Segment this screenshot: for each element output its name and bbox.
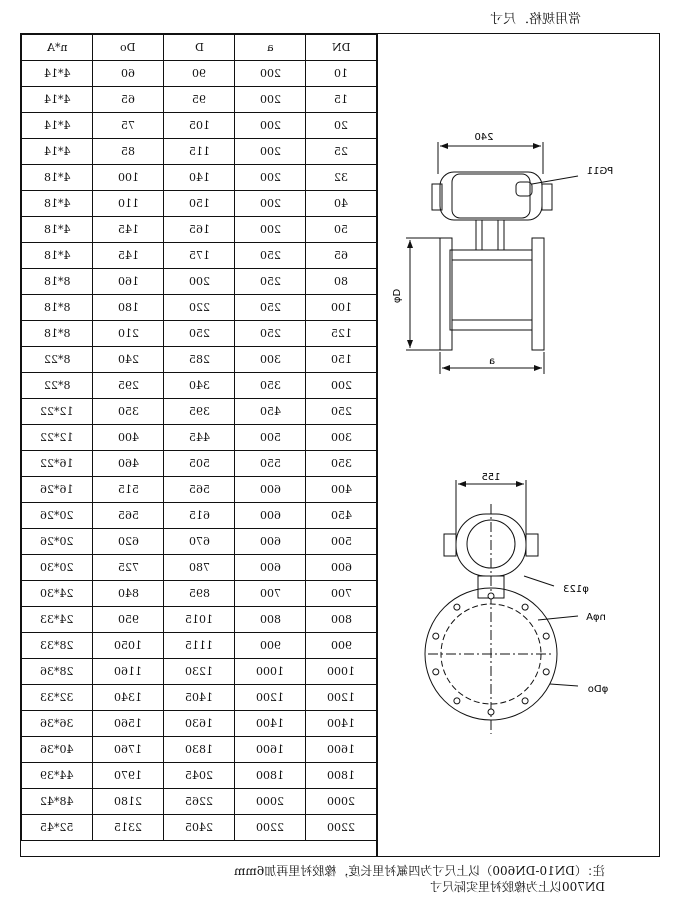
table-row <box>22 633 377 659</box>
table-cell: 125 <box>306 321 377 347</box>
table-cell: 4*14 <box>22 113 93 139</box>
table-cell: 565 <box>164 477 235 503</box>
table-cell: 340 <box>164 373 235 399</box>
table-cell: 1400 <box>235 711 306 737</box>
table-cell: 115 <box>164 139 235 165</box>
table-row <box>22 711 377 737</box>
table-cell: 800 <box>235 607 306 633</box>
table-cell: 250 <box>235 243 306 269</box>
table-cell: 110 <box>93 191 164 217</box>
bolt-hole <box>522 604 528 610</box>
table-cell: 24*33 <box>22 607 93 633</box>
table-cell: 840 <box>93 581 164 607</box>
table-cell: 300 <box>306 425 377 451</box>
table-cell: 200 <box>235 165 306 191</box>
table-cell: 250 <box>235 269 306 295</box>
table-cell: 350 <box>306 451 377 477</box>
bolt-hole <box>454 604 460 610</box>
label-phi123: φ123 <box>563 584 589 595</box>
flange-right <box>532 238 544 350</box>
table-cell: 1760 <box>93 737 164 763</box>
table-cell: 145 <box>93 243 164 269</box>
label-pg11: PG11 <box>586 166 614 177</box>
table-cell: 565 <box>93 503 164 529</box>
table-cell: 1405 <box>164 685 235 711</box>
table-body <box>22 61 377 841</box>
table-cell: 65 <box>306 243 377 269</box>
table-cell: 25 <box>306 139 377 165</box>
bolt-hole <box>522 698 528 704</box>
table-cell: 395 <box>164 399 235 425</box>
table-cell: 40*36 <box>22 737 93 763</box>
table-cell: 2200 <box>306 815 377 841</box>
table-cell: 65 <box>93 87 164 113</box>
table-cell: 2000 <box>235 789 306 815</box>
front-lug-right <box>526 534 538 556</box>
table-row <box>22 347 377 373</box>
table-cell: 180 <box>93 295 164 321</box>
table-cell: 50 <box>306 217 377 243</box>
table-cell: 140 <box>164 165 235 191</box>
header-d: D <box>164 35 235 61</box>
table-cell: 8*18 <box>22 295 93 321</box>
table-cell: 600 <box>235 529 306 555</box>
table-cell: 2405 <box>164 815 235 841</box>
table-cell: 1200 <box>306 685 377 711</box>
table-cell: 12*22 <box>22 399 93 425</box>
table-cell: 600 <box>306 555 377 581</box>
table-cell: 2265 <box>164 789 235 815</box>
label-phi-d: φD <box>392 288 403 304</box>
table-row <box>22 763 377 789</box>
table-cell: 4*14 <box>22 61 93 87</box>
table-cell: 28*33 <box>22 633 93 659</box>
table-cell: 2045 <box>164 763 235 789</box>
table-cell: 20*26 <box>22 503 93 529</box>
table-cell: 105 <box>164 113 235 139</box>
table-cell: 350 <box>235 373 306 399</box>
table-row <box>22 243 377 269</box>
table-row <box>22 373 377 399</box>
table-cell: 900 <box>235 633 306 659</box>
table-cell: 1800 <box>235 763 306 789</box>
table-cell: 20 <box>306 113 377 139</box>
table-cell: 670 <box>164 529 235 555</box>
table-cell: 160 <box>93 269 164 295</box>
table-row <box>22 87 377 113</box>
table-cell: 200 <box>235 87 306 113</box>
table-row <box>22 529 377 555</box>
bolt-hole <box>454 698 460 704</box>
label-a: a <box>488 356 496 367</box>
note-line-1: 注：（DN10-DN600）以上尺寸为四氟衬里长度，橡胶衬里再加6mm <box>234 864 605 878</box>
bolt-hole <box>488 709 494 715</box>
table-cell: 1600 <box>306 737 377 763</box>
table-cell: 300 <box>235 347 306 373</box>
table-cell: 295 <box>93 373 164 399</box>
table-cell: 85 <box>93 139 164 165</box>
table-cell: 220 <box>164 295 235 321</box>
header-a: a <box>235 35 306 61</box>
table-row <box>22 139 377 165</box>
table-cell: 895 <box>164 581 235 607</box>
table-cell: 1160 <box>93 659 164 685</box>
table-cell: 285 <box>164 347 235 373</box>
table-cell: 400 <box>306 477 377 503</box>
table-cell: 145 <box>93 217 164 243</box>
table-cell: 1830 <box>164 737 235 763</box>
table-cell: 1970 <box>93 763 164 789</box>
bolt-hole <box>488 593 494 599</box>
table-cell: 725 <box>93 555 164 581</box>
table-cell: 48*42 <box>22 789 93 815</box>
table-cell: 28*36 <box>22 659 93 685</box>
table-cell: 2000 <box>306 789 377 815</box>
table-row <box>22 737 377 763</box>
table-cell: 4*18 <box>22 191 93 217</box>
table-cell: 24*30 <box>22 581 93 607</box>
table-row <box>22 659 377 685</box>
table-row <box>22 503 377 529</box>
table-cell: 950 <box>93 607 164 633</box>
header-dn: DN <box>306 35 377 61</box>
table-cell: 150 <box>306 347 377 373</box>
table-row <box>22 607 377 633</box>
table-cell: 200 <box>306 373 377 399</box>
table-cell: 4*18 <box>22 217 93 243</box>
table-row <box>22 555 377 581</box>
table-cell: 200 <box>235 217 306 243</box>
dimension-drawing <box>376 34 662 856</box>
table-cell: 210 <box>93 321 164 347</box>
label-155: 155 <box>481 472 501 483</box>
table-row <box>22 451 377 477</box>
table-cell: 1115 <box>164 633 235 659</box>
table-cell: 80 <box>306 269 377 295</box>
table-row <box>22 581 377 607</box>
table-cell: 16*26 <box>22 477 93 503</box>
table-cell: 450 <box>306 503 377 529</box>
bolt-hole <box>543 633 549 639</box>
table-cell: 1800 <box>306 763 377 789</box>
table-row <box>22 399 377 425</box>
label-phi-do: φDo <box>587 684 609 695</box>
note-line-2: DN700以上为橡胶衬里实际尺寸 <box>429 880 605 894</box>
table-cell: 2180 <box>93 789 164 815</box>
table-row <box>22 425 377 451</box>
table-cell: 1200 <box>235 685 306 711</box>
sensor-neck <box>476 220 504 250</box>
bolt-hole <box>433 669 439 675</box>
table-cell: 44*39 <box>22 763 93 789</box>
table-cell: 200 <box>235 61 306 87</box>
table-cell: 600 <box>235 555 306 581</box>
table-cell: 1560 <box>93 711 164 737</box>
label-240: 240 <box>474 132 494 143</box>
table-cell: 32 <box>306 165 377 191</box>
table-row <box>22 789 377 815</box>
table-cell: 8*22 <box>22 373 93 399</box>
page-title <box>490 8 581 27</box>
table-cell: 200 <box>164 269 235 295</box>
spec-frame <box>20 33 660 857</box>
table-cell: 505 <box>164 451 235 477</box>
table-cell: 100 <box>306 295 377 321</box>
table-cell: 8*18 <box>22 269 93 295</box>
table-cell: 1050 <box>93 633 164 659</box>
table-header-row <box>22 35 377 61</box>
front-lug-left <box>444 534 456 556</box>
table-cell: 1630 <box>164 711 235 737</box>
table-cell: 4*14 <box>22 139 93 165</box>
table-row <box>22 477 377 503</box>
table-cell: 8*18 <box>22 321 93 347</box>
table-cell: 460 <box>93 451 164 477</box>
table-cell: 550 <box>235 451 306 477</box>
table-cell: 1000 <box>306 659 377 685</box>
table-cell: 15 <box>306 87 377 113</box>
table-cell: 500 <box>235 425 306 451</box>
table-cell: 2315 <box>93 815 164 841</box>
table-row <box>22 217 377 243</box>
sensor-body <box>450 250 532 330</box>
table-cell: 4*14 <box>22 87 93 113</box>
table-cell: 95 <box>164 87 235 113</box>
table-row <box>22 113 377 139</box>
table-row <box>22 165 377 191</box>
phi-do-leader <box>550 684 578 686</box>
table-row <box>22 191 377 217</box>
table-cell: 800 <box>306 607 377 633</box>
table-cell: 175 <box>164 243 235 269</box>
table-cell: 1230 <box>164 659 235 685</box>
table-cell: 620 <box>93 529 164 555</box>
table-row <box>22 61 377 87</box>
table-cell: 615 <box>164 503 235 529</box>
table-cell: 32*33 <box>22 685 93 711</box>
table-cell: 600 <box>235 503 306 529</box>
table-cell: 900 <box>306 633 377 659</box>
table-cell: 150 <box>164 191 235 217</box>
footnote <box>125 863 605 895</box>
table-cell: 165 <box>164 217 235 243</box>
table-cell: 780 <box>164 555 235 581</box>
table-cell: 8*22 <box>22 347 93 373</box>
table-row <box>22 295 377 321</box>
table-cell: 1000 <box>235 659 306 685</box>
table-cell: 10 <box>306 61 377 87</box>
table-cell: 250 <box>235 295 306 321</box>
table-row <box>22 815 377 841</box>
converter-lug-right <box>542 184 552 210</box>
table-cell: 1600 <box>235 737 306 763</box>
table-row <box>22 269 377 295</box>
na-leader <box>538 616 578 620</box>
table-cell: 20*30 <box>22 555 93 581</box>
table-cell: 60 <box>93 61 164 87</box>
bolt-hole <box>433 633 439 639</box>
table-cell: 200 <box>235 113 306 139</box>
table-cell: 36*36 <box>22 711 93 737</box>
table-cell: 52*45 <box>22 815 93 841</box>
label-na: nφA <box>586 612 606 623</box>
table-cell: 2200 <box>235 815 306 841</box>
table-cell: 40 <box>306 191 377 217</box>
table-cell: 200 <box>235 191 306 217</box>
table-row <box>22 685 377 711</box>
table-cell: 250 <box>306 399 377 425</box>
table-cell: 1340 <box>93 685 164 711</box>
table-cell: 600 <box>235 477 306 503</box>
table-cell: 1015 <box>164 607 235 633</box>
table-row <box>22 321 377 347</box>
spec-table <box>21 34 377 841</box>
table-cell: 12*22 <box>22 425 93 451</box>
table-cell: 90 <box>164 61 235 87</box>
table-cell: 445 <box>164 425 235 451</box>
header-na: n*A <box>22 35 93 61</box>
table-cell: 450 <box>235 399 306 425</box>
table-cell: 4*18 <box>22 243 93 269</box>
table-cell: 75 <box>93 113 164 139</box>
table-cell: 500 <box>306 529 377 555</box>
table-cell: 515 <box>93 477 164 503</box>
table-cell: 250 <box>164 321 235 347</box>
table-cell: 20*26 <box>22 529 93 555</box>
table-cell: 16*22 <box>22 451 93 477</box>
table-cell: 100 <box>93 165 164 191</box>
table-cell: 700 <box>306 581 377 607</box>
table-cell: 4*18 <box>22 165 93 191</box>
drawing-svg <box>378 34 662 856</box>
bolt-hole <box>543 669 549 675</box>
table-cell: 1400 <box>306 711 377 737</box>
table-cell: 240 <box>93 347 164 373</box>
title-text: 常用规格．尺寸 <box>490 12 582 27</box>
phi123-leader <box>524 576 554 586</box>
table-cell: 250 <box>235 321 306 347</box>
header-do: Do <box>93 35 164 61</box>
table-cell: 400 <box>93 425 164 451</box>
table-cell: 700 <box>235 581 306 607</box>
table-cell: 350 <box>93 399 164 425</box>
table-cell: 200 <box>235 139 306 165</box>
